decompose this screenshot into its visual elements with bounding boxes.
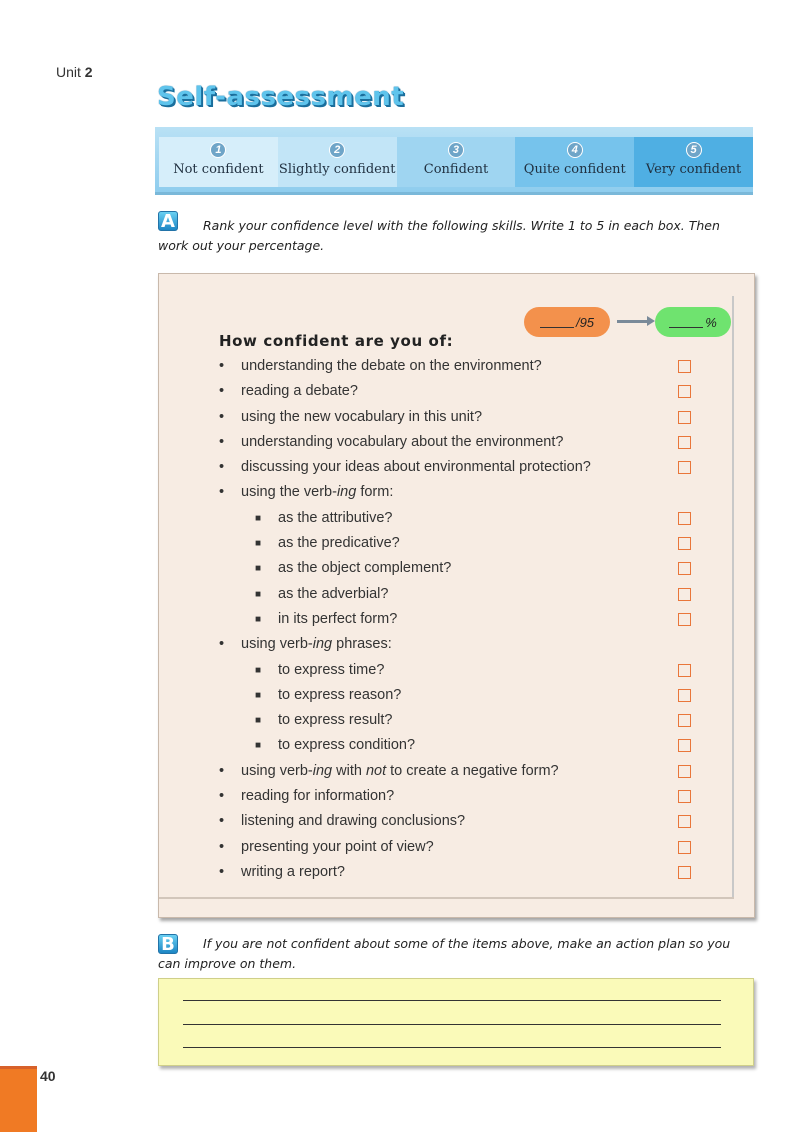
round-bullet-icon: • — [219, 383, 225, 400]
scale-level-4 — [515, 137, 634, 187]
score-blank[interactable] — [669, 316, 703, 328]
unit-label — [56, 64, 93, 80]
round-bullet-icon: • — [219, 433, 225, 450]
rating-checkbox[interactable] — [678, 866, 691, 879]
section-b-instruction: If you are not confident about some of the items above, make an action plan so you can improve on them. — [158, 936, 731, 971]
skill-item — [219, 708, 699, 733]
rating-checkbox[interactable] — [678, 562, 691, 575]
panel-border — [159, 897, 734, 899]
rating-checkbox[interactable] — [678, 436, 691, 449]
scale-label: Confident — [423, 162, 489, 177]
round-bullet-icon: • — [219, 788, 225, 805]
round-bullet-icon: • — [219, 408, 225, 425]
round-bullet-icon: • — [219, 813, 225, 830]
skill-item — [219, 658, 699, 683]
rating-checkbox[interactable] — [678, 790, 691, 803]
skill-text: reading a debate? — [241, 383, 358, 400]
page-number: 40 — [40, 1068, 56, 1084]
rating-checkbox[interactable] — [678, 689, 691, 702]
corner-accent — [0, 1066, 37, 1132]
writing-line[interactable] — [183, 1047, 721, 1048]
skill-text: to express condition? — [278, 737, 416, 754]
arrow-right-icon — [617, 320, 649, 323]
square-bullet-icon: ■ — [255, 664, 262, 676]
skill-text: as the adverbial? — [278, 585, 389, 602]
rating-checkbox[interactable] — [678, 613, 691, 626]
skill-item — [219, 632, 699, 657]
skill-item — [219, 733, 699, 758]
skill-text: presenting your point of view? — [241, 838, 434, 855]
scale-number-icon: 5 — [686, 142, 702, 158]
unit-prefix: Unit — [56, 64, 81, 80]
rating-checkbox[interactable] — [678, 537, 691, 550]
skill-item — [219, 506, 699, 531]
page-title: Self-assessment — [157, 82, 405, 112]
scale-label: Slightly confident — [278, 162, 396, 177]
square-bullet-icon: ■ — [255, 740, 262, 752]
skill-text: using verb-ing phrases: — [241, 636, 392, 653]
panel-border — [732, 296, 734, 899]
round-bullet-icon: • — [219, 459, 225, 476]
skill-text: to express time? — [278, 661, 385, 678]
section-b-badge: B — [158, 934, 178, 954]
skill-text: in its perfect form? — [278, 610, 398, 627]
score-blank[interactable] — [540, 316, 574, 328]
round-bullet-icon: • — [219, 838, 225, 855]
rating-checkbox[interactable] — [678, 664, 691, 677]
square-bullet-icon: ■ — [255, 715, 262, 727]
score-percent-pill[interactable] — [655, 307, 731, 337]
scale-number-icon: 2 — [329, 142, 345, 158]
round-bullet-icon: • — [219, 762, 225, 779]
round-bullet-icon: • — [219, 863, 225, 880]
skill-item — [219, 582, 699, 607]
skill-text: using verb-ing with not to create a negative form? — [241, 762, 559, 779]
square-bullet-icon: ■ — [255, 588, 262, 600]
skill-item — [219, 531, 699, 556]
skill-text: reading for information? — [241, 788, 395, 805]
round-bullet-icon: • — [219, 636, 225, 653]
skill-text: using the verb-ing form: — [241, 484, 394, 501]
skill-item — [219, 480, 699, 505]
skill-item — [219, 759, 699, 784]
square-bullet-icon: ■ — [255, 689, 262, 701]
rating-checkbox[interactable] — [678, 588, 691, 601]
scale-number-icon: 4 — [567, 142, 583, 158]
skill-item — [219, 405, 699, 430]
score-total-pill[interactable] — [524, 307, 610, 337]
unit-number: 2 — [84, 64, 93, 80]
skill-text: as the object complement? — [278, 560, 452, 577]
skill-item — [219, 835, 699, 860]
writing-line[interactable] — [183, 1024, 721, 1025]
action-plan-box[interactable] — [158, 978, 754, 1066]
skill-text: to express result? — [278, 712, 393, 729]
scale-level-3 — [397, 137, 516, 187]
rating-checkbox[interactable] — [678, 739, 691, 752]
scale-label: Very confident — [645, 162, 742, 177]
skill-text: understanding the debate on the environment? — [241, 358, 542, 374]
rating-checkbox[interactable] — [678, 841, 691, 854]
skill-text: writing a report? — [241, 863, 345, 880]
skill-item — [219, 430, 699, 455]
scale-label: Quite confident — [523, 162, 626, 177]
confidence-scale — [155, 127, 753, 195]
skill-text: as the predicative? — [278, 535, 400, 552]
rating-checkbox[interactable] — [678, 385, 691, 398]
round-bullet-icon: • — [219, 484, 225, 501]
skill-text: to express reason? — [278, 686, 402, 703]
rating-checkbox[interactable] — [678, 815, 691, 828]
section-a-instruction: Rank your confidence level with the following skills. Write 1 to 5 in each box. Then work out your percentage. — [158, 218, 720, 253]
skill-item — [219, 354, 699, 379]
rating-checkbox[interactable] — [678, 461, 691, 474]
skill-text: discussing your ideas about environmental protection? — [241, 459, 591, 476]
rating-checkbox[interactable] — [678, 714, 691, 727]
scale-label: Not confident — [173, 162, 264, 177]
scale-level-5 — [634, 137, 753, 187]
skill-item — [219, 455, 699, 480]
rating-checkbox[interactable] — [678, 512, 691, 525]
skill-item — [219, 809, 699, 834]
skill-text: understanding vocabulary about the environment? — [241, 433, 564, 450]
square-bullet-icon: ■ — [255, 538, 262, 550]
rating-checkbox[interactable] — [678, 765, 691, 778]
corner-accent-line — [0, 1066, 37, 1069]
scale-number-icon: 1 — [210, 142, 226, 158]
scale-level-1 — [159, 137, 278, 187]
skill-item — [219, 683, 699, 708]
skill-text: as the attributive? — [278, 509, 393, 526]
skill-text: using the new vocabulary in this unit? — [241, 408, 483, 425]
square-bullet-icon: ■ — [255, 512, 262, 524]
score-percent-label: % — [705, 314, 717, 330]
skills-list — [219, 354, 699, 885]
writing-line[interactable] — [183, 1000, 721, 1001]
skill-item — [219, 556, 699, 581]
round-bullet-icon: • — [219, 358, 225, 374]
skill-text: listening and drawing conclusions? — [241, 813, 466, 830]
questions-heading: How confident are you of: — [219, 332, 454, 350]
skill-item — [219, 860, 699, 885]
skill-item — [219, 607, 699, 632]
square-bullet-icon: ■ — [255, 613, 262, 625]
rating-checkbox[interactable] — [678, 411, 691, 424]
section-a-badge: A — [158, 211, 178, 231]
scale-level-2 — [278, 137, 397, 187]
skill-item — [219, 784, 699, 809]
square-bullet-icon: ■ — [255, 563, 262, 575]
rating-checkbox[interactable] — [678, 360, 691, 373]
skill-item — [219, 379, 699, 404]
score-total-label: /95 — [575, 314, 595, 330]
scale-number-icon: 3 — [448, 142, 464, 158]
